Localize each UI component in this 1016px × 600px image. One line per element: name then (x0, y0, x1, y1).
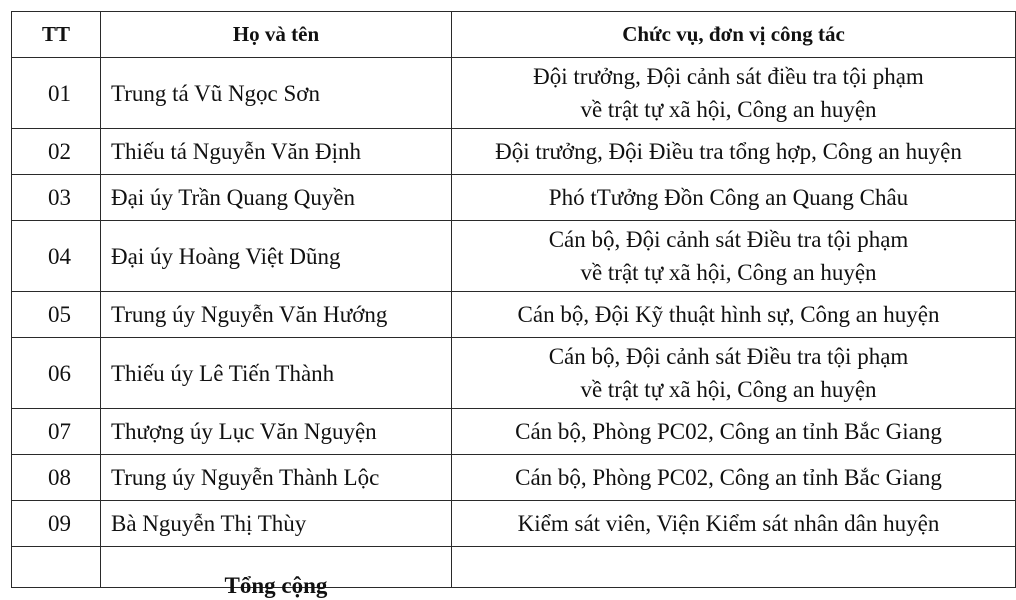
position-line: Cán bộ, Phòng PC02, Công an tỉnh Bắc Giang (515, 465, 942, 490)
table-row (12, 338, 1016, 409)
person-name: Đại úy Hoàng Việt Dũng (101, 221, 452, 292)
table-row (12, 221, 1016, 292)
total-label: Tổng cộng (101, 559, 452, 600)
person-name: Đại úy Trần Quang Quyền (101, 175, 452, 221)
position-line: Đội trưởng, Đội cảnh sát điều tra tội phạm (533, 64, 924, 89)
person-position (452, 175, 1016, 221)
header-name: Họ và tên (101, 12, 452, 58)
position-line: về trật tự xã hội, Công an huyện (580, 97, 877, 122)
person-position (452, 501, 1016, 547)
person-name: Thiếu tá Nguyễn Văn Định (101, 129, 452, 175)
table-body (12, 58, 1016, 598)
person-position (452, 129, 1016, 175)
table-row (12, 409, 1016, 455)
row-number: 06 (12, 338, 101, 409)
row-number: 08 (12, 455, 101, 501)
table-row (12, 455, 1016, 501)
person-position (452, 338, 1016, 409)
table-row (12, 129, 1016, 175)
row-number: 09 (12, 501, 101, 547)
row-number: 03 (12, 175, 101, 221)
position-line: Cán bộ, Đội cảnh sát Điều tra tội phạm (548, 227, 909, 252)
row-number: 02 (12, 129, 101, 175)
total-row (12, 547, 1016, 588)
table-row (12, 175, 1016, 221)
position-line: về trật tự xã hội, Công an huyện (580, 377, 877, 402)
position-line: Cán bộ, Phòng PC02, Công an tỉnh Bắc Giang (515, 419, 942, 444)
person-position (452, 409, 1016, 455)
table-row (12, 58, 1016, 129)
row-number: 07 (12, 409, 101, 455)
total-row-empty-cell (12, 547, 101, 588)
row-number: 04 (12, 221, 101, 292)
header-position: Chức vụ, đơn vị công tác (452, 12, 1016, 58)
person-name: Trung úy Nguyễn Văn Hướng (101, 292, 452, 338)
person-name: Bà Nguyễn Thị Thùy (101, 501, 452, 547)
person-name: Trung tá Vũ Ngọc Sơn (101, 58, 452, 129)
table-row (12, 501, 1016, 547)
position-line: Đội trưởng, Đội Điều tra tổng hợp, Công an huyện (495, 139, 962, 164)
header-tt: TT (12, 12, 101, 58)
total-row-empty-cell (452, 547, 1016, 588)
person-position (452, 221, 1016, 292)
header-row (12, 12, 1016, 58)
person-position (452, 455, 1016, 501)
person-name: Thiếu úy Lê Tiến Thành (101, 338, 452, 409)
personnel-table (11, 11, 1016, 598)
position-line: về trật tự xã hội, Công an huyện (580, 260, 877, 285)
person-name: Thượng úy Lục Văn Nguyện (101, 409, 452, 455)
row-number: 05 (12, 292, 101, 338)
person-name: Trung úy Nguyễn Thành Lộc (101, 455, 452, 501)
row-number: 01 (12, 58, 101, 129)
position-line: Cán bộ, Đội Kỹ thuật hình sự, Công an huyện (517, 302, 940, 327)
position-line: Phó tTưởng Đồn Công an Quang Châu (548, 185, 909, 210)
position-line: Cán bộ, Đội cảnh sát Điều tra tội phạm (548, 344, 909, 369)
position-line: Kiểm sát viên, Viện Kiểm sát nhân dân huyện (517, 511, 940, 536)
person-position (452, 292, 1016, 338)
table-row (12, 292, 1016, 338)
person-position (452, 58, 1016, 129)
